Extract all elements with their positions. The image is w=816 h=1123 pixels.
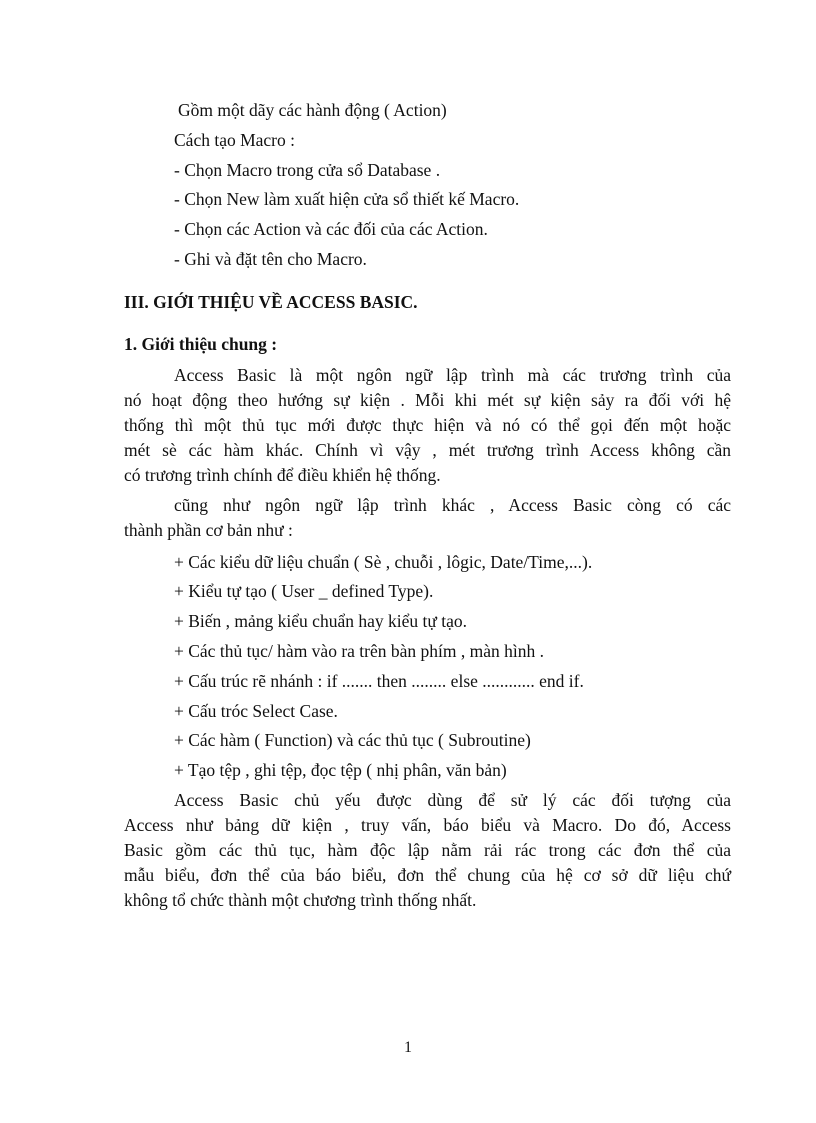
- subsection-heading: 1. Giới thiệu chung :: [124, 334, 278, 354]
- paragraph-line: Access như bảng dữ kiện , truy vấn, báo biểu và Macro. Do đó, Access: [124, 815, 731, 835]
- feature-item: + Các thủ tục/ hàm vào ra trên bàn phím , màn hình .: [174, 641, 544, 661]
- macro-step: - Ghi và đặt tên cho Macro.: [174, 249, 367, 269]
- paragraph-line: Access Basic là một ngôn ngữ lập trình mà các trương trình của: [174, 365, 731, 385]
- paragraph-line: mẫu biểu, đơn thể của báo biểu, đơn thể chung của hệ cơ sở dữ liệu chứ: [124, 865, 731, 885]
- feature-item: + Cấu tróc Select Case.: [174, 701, 338, 721]
- paragraph-line: cũng như ngôn ngữ lập trình khác , Access Basic còng có các: [174, 495, 731, 515]
- paragraph-line: nó hoạt động theo hướng sự kiện . Mỗi khi mét sự kiện sảy ra đối với hệ: [124, 390, 731, 410]
- feature-item: + Cấu trúc rẽ nhánh : if ....... then ........ else ............ end if.: [174, 671, 584, 691]
- macro-step: - Chọn các Action và các đối của các Action.: [174, 219, 488, 239]
- paragraph-line: có trương trình chính để điều khiển hệ thống.: [124, 465, 441, 485]
- feature-item: + Các kiểu dữ liệu chuẩn ( Sè , chuỗi , lôgic, Date/Time,...).: [174, 552, 593, 572]
- paragraph-line: thống thì một thủ tục mới được thực hiện và nó có thể gọi đến một hoặc: [124, 415, 731, 435]
- macro-howto-title: Cách tạo Macro :: [174, 130, 295, 150]
- feature-item: + Biến , mảng kiểu chuẩn hay kiểu tự tạo.: [174, 611, 467, 631]
- paragraph-line: thành phần cơ bản như :: [124, 520, 293, 540]
- feature-item: + Các hàm ( Function) và các thủ tục ( Subroutine): [174, 730, 531, 750]
- paragraph-line: mét sè các hàm khác. Chính vì vậy , mét trương trình Access không cần: [124, 440, 731, 460]
- paragraph-line: Access Basic chủ yếu được dùng để sử lý các đối tượng của: [174, 790, 731, 810]
- macro-step: - Chọn Macro trong cửa sổ Database .: [174, 160, 441, 180]
- paragraph-line: Basic gồm các thủ tục, hàm độc lập nằm rải rác trong các đơn thể của: [124, 840, 731, 860]
- page-number: 1: [404, 1039, 412, 1056]
- section-heading: III. GIỚI THIỆU VỀ ACCESS BASIC.: [124, 292, 418, 312]
- macro-intro: Gồm một dãy các hành động ( Action): [178, 100, 447, 120]
- feature-item: + Kiểu tự tạo ( User _ defined Type).: [174, 581, 434, 601]
- macro-step: - Chọn New làm xuất hiện cửa sổ thiết kế Macro.: [174, 189, 520, 209]
- paragraph-line: không tổ chức thành một chương trình thống nhất.: [124, 890, 477, 910]
- feature-item: + Tạo tệp , ghi tệp, đọc tệp ( nhị phân, văn bản): [174, 760, 507, 780]
